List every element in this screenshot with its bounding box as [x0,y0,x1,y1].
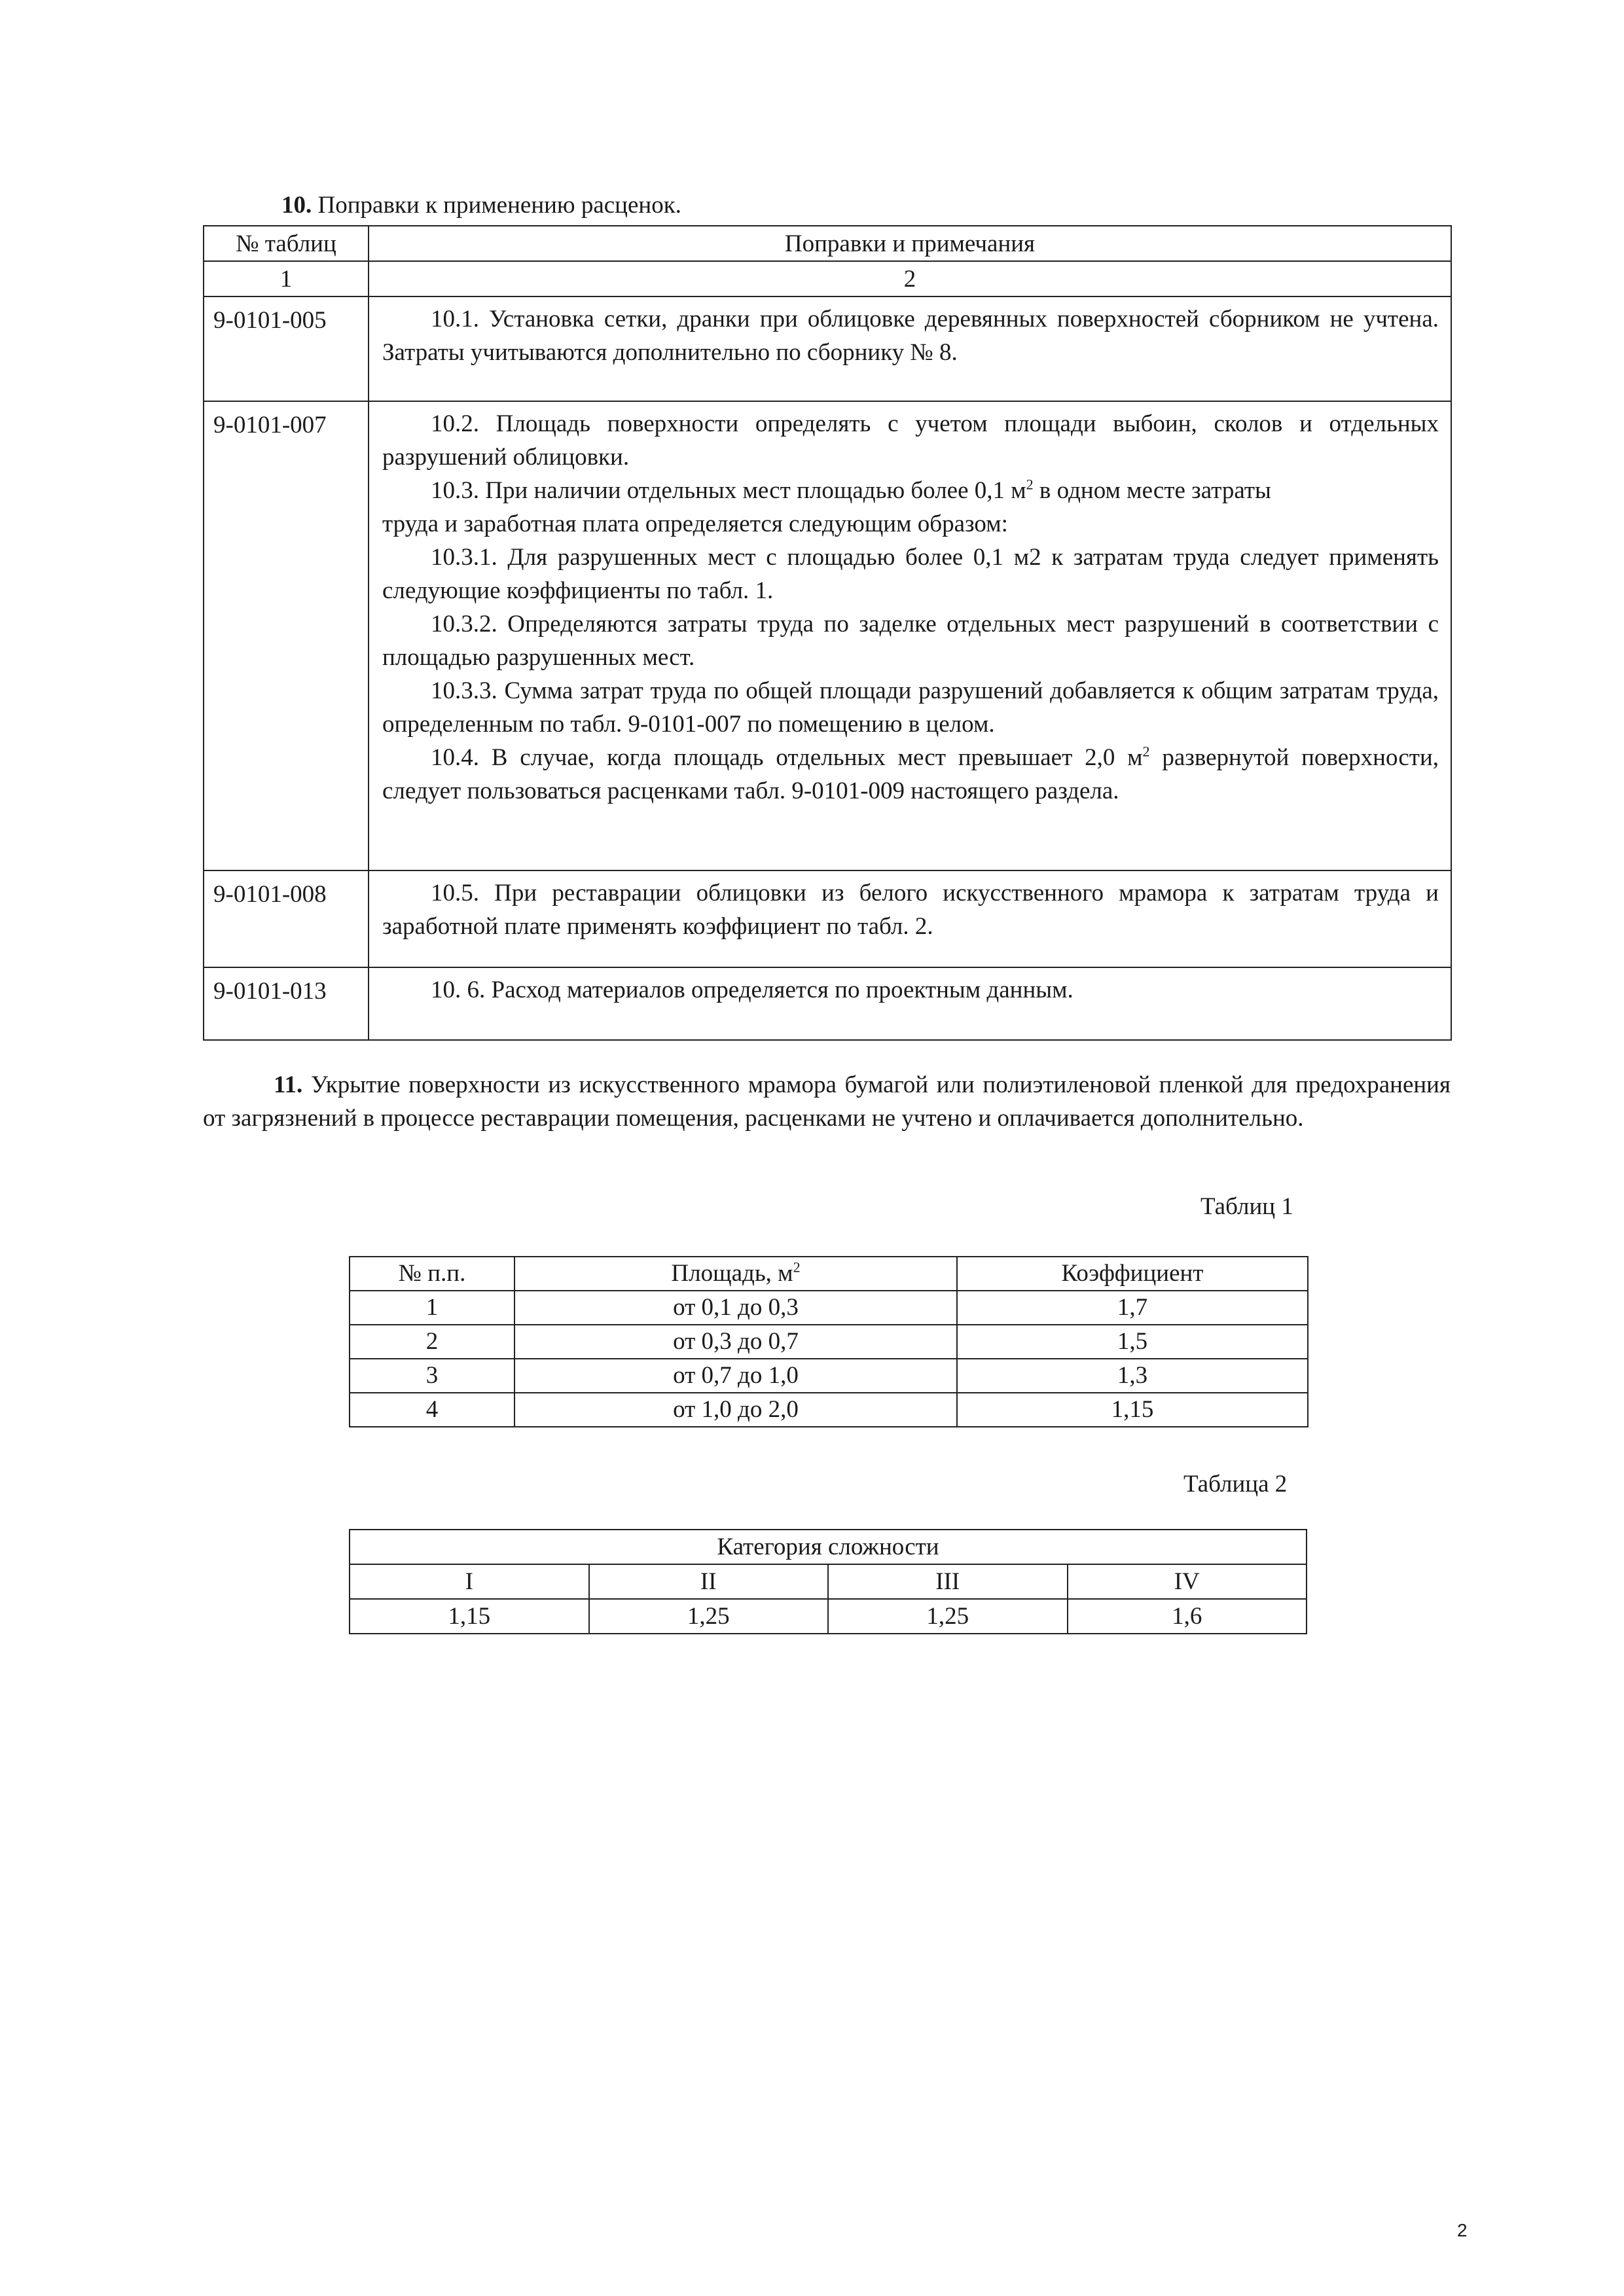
category-row [350,1564,1307,1599]
header-item-number: № п.п. [350,1257,514,1291]
note-10-3 [382,474,1439,541]
header-area-superscript: 2 [793,1259,801,1276]
column-number-2: 2 [369,261,1451,296]
note-10-3-2: 10.3.2. Определяются затраты труда по заделке отдельных мест разрушений в соответствии с площадью разрушенных мест. [382,611,1439,671]
coefficient-cell: 1,3 [957,1359,1308,1393]
complexity-title: Категория сложности [350,1530,1307,1564]
value-row [350,1599,1307,1634]
table-header-row [350,1257,1308,1291]
item-number-cell: 2 [350,1325,514,1359]
note-10-3-1: 10.3.1. Для разрушенных мест с площадью более 0,1 м2 к затратам труда следует применять следующие коэффициенты по табл. 1. [382,544,1439,604]
complexity-table-2 [349,1529,1307,1634]
coefficient-cell: 1,15 [350,1599,589,1634]
section-11-number: 11. [274,1071,303,1098]
area-cell: от 0,1 до 0,3 [514,1291,957,1325]
category-cell: III [828,1564,1068,1599]
table-header-row [204,226,1451,261]
table-code-cell: 9-0101-013 [204,967,369,1040]
header-coefficient: Коэффициент [957,1257,1308,1291]
coefficient-cell: 1,25 [589,1599,829,1634]
section-11-text: Укрытие поверхности из искусственного мрамора бумагой или полиэтиленовой пленкой для предохранения от загрязнений в процессе реставрации помещения, расценками не учтено и оплачивается дополнительно. [203,1071,1451,1132]
coefficient-cell: 1,6 [1068,1599,1307,1634]
coefficient-cell: 1,5 [957,1325,1308,1359]
notes-cell [369,401,1451,870]
table-code-cell: 9-0101-008 [204,870,369,967]
table-row [350,1359,1308,1393]
coefficient-cell: 1,15 [957,1393,1308,1427]
table-code-cell: 9-0101-005 [204,296,369,401]
header-area [514,1257,957,1291]
note-10-4-superscript: 2 [1142,743,1150,760]
coefficient-cell: 1,7 [957,1291,1308,1325]
table-row [350,1325,1308,1359]
note-10-3-3: 10.3.3. Сумма затрат труда по общей площади разрушений добавляется к общим затратам труда, определенным по табл. 9-0101-007 по помещению в целом. [382,677,1439,738]
table-1-caption: Таблиц 1 [1200,1193,1293,1220]
column-number-1: 1 [204,261,369,296]
area-cell: от 0,7 до 1,0 [514,1359,957,1393]
table-header-row [350,1530,1307,1564]
note-10-4-end: развернутой [1149,744,1290,771]
table-row [204,401,1451,870]
header-table-number: № таблиц [204,226,369,261]
note-10-1: 10.1. Установка сетки, дранки при облицовке деревянных поверхностей сборником не учтена. Затраты учитываются дополнительно по сборнику № 8. [382,306,1439,366]
page-number: 2 [1457,2220,1468,2240]
coefficient-table-1 [349,1256,1308,1427]
table-row [204,870,1451,967]
note-10-3-end: в одном месте затраты [1033,477,1271,504]
item-number-cell: 4 [350,1393,514,1427]
category-cell: IV [1068,1564,1307,1599]
table-2-caption: Таблица 2 [1183,1471,1288,1498]
note-10-5: 10.5. При реставрации облицовки из белого искусственного мрамора к затратам труда и заработной плате применять коэффициент по табл. 2. [382,880,1439,940]
section-10-number: 10. [281,192,312,219]
note-10-4 [382,741,1439,808]
note-10-2: 10.2. Площадь поверхности определять с учетом площади выбоин, сколов и отдельных разрушений облицовки. [382,410,1439,471]
note-10-6: 10. 6. Расход материалов определяется по проектным данным. [431,977,1074,1003]
area-cell: от 1,0 до 2,0 [514,1393,957,1427]
table-row [350,1291,1308,1325]
table-row [350,1393,1308,1427]
header-area-label: Площадь, м [671,1260,793,1287]
note-10-3-start: 10.3. При наличии отдельных мест площадью более 0,1 м [431,477,1026,504]
category-cell: I [350,1564,589,1599]
corrections-table [203,225,1452,1041]
section-10-heading [281,191,681,220]
item-number-cell: 1 [350,1291,514,1325]
table-code-cell: 9-0101-007 [204,401,369,870]
notes-cell [369,967,1451,1040]
coefficient-cell: 1,25 [828,1599,1068,1634]
note-10-3-continuation: труда и заработная плата определяется следующим образом: [382,511,1008,537]
column-number-row [204,261,1451,296]
category-cell: II [589,1564,829,1599]
note-10-4-start: 10.4. В случае, когда площадь отдельных мест превышает 2,0 м [431,744,1143,771]
table-row [204,296,1451,401]
item-number-cell: 3 [350,1359,514,1393]
note-10-3-superscript: 2 [1026,476,1034,493]
notes-cell [369,870,1451,967]
table-row [204,967,1451,1040]
section-10-title: Поправки к применению расценок. [317,192,681,219]
notes-cell [369,296,1451,401]
header-corrections: Поправки и примечания [369,226,1451,261]
note-10-4-continuation: поверхности, следует пользоваться расценками табл. 9-0101-009 настоящего раздела. [382,744,1439,804]
section-11-paragraph [203,1068,1451,1135]
area-cell: от 0,3 до 0,7 [514,1325,957,1359]
